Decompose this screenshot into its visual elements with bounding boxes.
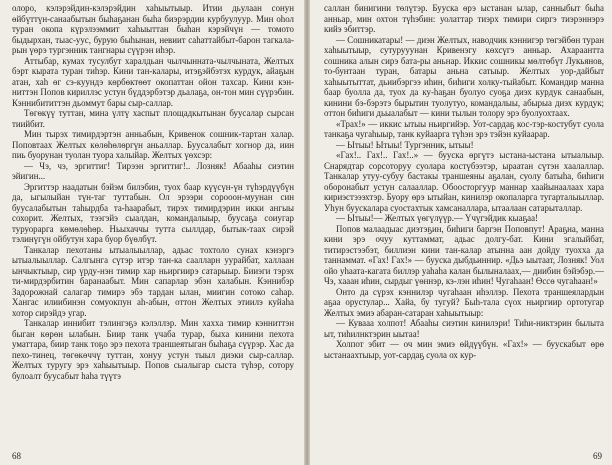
- paragraph: Попов малаадыас диэтэҕин, биһиги баргэн Поповпут! Араҕна, манна кини эрэ очуу куттаммат, адьас долгу-бат. Кини эгалыйбат, титирэстээбэт, биллиэн кини тан-калар атынна аан дойду туохха да таннаммат. «Гах! Гах!» — бууска дыбдьиннир. «Дьэ ыытаат, Лозняк! Уол ойо уһаата-кагата биллэр уаһаһа калан былыналаах,— диибин бэйэбэр.— Чэ, хааан иһин, сырдыг үөннэр, кэ-лэн иһин! Чугаһаан! Өссө чугаһаан!»: [324, 223, 604, 286]
- paragraph: Танкалар пехотаны ытыалыыллар, адьас тохтоло сунах кэнэргэ ытыалыыллар. Салгынга сүтэр итэр тан-ка саалларн уурайбат, халлаан ынчыктыыр, сир үрду-нэн тимир хар ньиргиирэ сатарыыр. Бииэги тэрэх ти-мирдэрбитин баранаабыт. Мин сапарлар эбэн халабын. Кэннибэр Задорожнай салагар тимирэ эбэ тардан ылан, миигин сотоко саһар. Хангас илиибинэн сомуокпун аһ-абын, оттон Желтых этиилэ куйаһа хотор сирэйдэ угар.: [12, 244, 294, 318]
- paragraph: — Кувааа холпот! Абааһы сиэтин кинилэри! Тиһи-никтэрин былыта ыт, тиһилнктэрин ыытаа!: [324, 318, 604, 339]
- right-page: [310, 0, 612, 465]
- page-number: 68: [12, 451, 21, 461]
- paragraph: Мин тырэх тимирдэртэн анньабын, Кривенок сошник-тартан халар. Поповтаах Желтых көлөһөлөргүн аньаллар. Буусалабыт хогнор да, иин пиь буорунан туолан туора халыйар. Желтых үөхсэр:: [12, 129, 294, 160]
- paragraph: Танкалар иннибит тэлингэҕэ кэлэллэр. Мин хахха тимир кэнниттэн быган көрөн ылабын. Биир танк үчаба турар, быха кинини пехота уматтара, биир танк тоҕо эрэ пехота траншеятыган быһаҕа сүүрэр. Хас да пехо-тинец, төгөкөччү туттан, хонуу устун тыыл диэки сыр-саллар. Желтых туругу эрэ хаһыытыыр. Попов сыалыгар сыста түһэр, сотору булоалт буусабыт һаһа түүтэ: [12, 318, 294, 381]
- paragraph: Аттыбар, кумах тусулбут харалдьан чылчынната-чылчыната, Желтых бэрт кырата туран тиһэр. Кини тан-калары, итэҕэйбэтэх курдук, айаҕын атан, хаһ өг сэ-куундэ көрбөктөөт окопаттан ойон тахсар. Кини кэн-ниттэн Попов кириллэс устун бүддэрбэтэр дьалаҕа, он-тон мин сүүрэбин. Кэннибититтэн дьоммут бары сыр-саллар.: [12, 55, 294, 108]
- paragraph: Онто да сүрэх кэннилэр чугаһаан иһэллэр. Пехота траншеялардын аҕаа орустулар... Хайа, бу тугуй? Быһ-тала сүох ньиргиир ортотугар Желтых эмиэ абаран-сатаран хаһыытыыр:: [324, 286, 604, 318]
- paragraph: Төгөкүү туттан, мина үлтү хаспыт площадкытынан буусалар сырсан тиийбит.: [12, 108, 294, 129]
- paragraph: Холпот эбит — оч мин эмиэ өйдүүбүн. «Гах!» — буускабыт өрө ыстанаахтыыр, уот-сардаҕ суола ох кур-: [324, 339, 604, 360]
- left-page-text: [12, 3, 294, 381]
- left-page: [0, 0, 304, 465]
- paragraph: «Гах!.. Гах!.. Гах!..» — бууска өргүтэ ыстана-ыстана ытыалыыр. Снарядтар сорсоторуу суолара костүбээтэр, ыраатан сүтэн хаалаллар. Танкалар утуу-субуу бастакы траншеяны аҕалан, суолу батыһа, биһиги оборонабыт устун салааллар. Обоосторгуур маннар хаайынаалаах хара кириэстэээхтэр. Буору өрэ ытыйан, кинилэр окопаларга тугарталыыллар. Уһун буускалара суостахтык хамсаналлара, ытаалаан сатарыталлар.: [324, 150, 604, 213]
- paragraph: — Чэ, чэ, эргиттиг! Тирээн эргиттиг!.. Лозняк! Абааһы сиэтин эйигин...: [12, 160, 294, 181]
- paragraph: — Ытыы! Ытыы! Тургэнник, ытыы!: [336, 139, 474, 150]
- paragraph: — Сошникатары! — диэн Желтых, наводчик кэннигэр төгэйбөн туран хаһыытыыр, сутурууунан Кривенэгу көхсүгэ анньар. Ахараантта сошника алын сирэ бата-ры аньнар. Иккис сошникы мөлтөбүт Лукьянов, то-бунтаан туран, батары аньна сатыыр. Желтых уор-дайбыт хаһыытыттат, дьиибэргээ иһин, биһиги холку-тыйабыт. Командир манна баар буолла да, туох да ку-һаҕан буолуо суоҕа диэх курдук санаабын, кинини бэ-бэрэтэ бырытин туолутуо, командалыы, абырыа диэх курдук; оттон биһиги дьыалабыт — кини тылын толору эрэ буолуохтаах.: [324, 34, 604, 118]
- paragraph: «Трах!» — иккис ытыы ньиргийэр. Уот-сардаҕ кос-тэр-костубут суола танкаҕа чугаһыыр, танк куйаарга түһэн эрэ тэйэн куйаарар.: [324, 118, 604, 139]
- paragraph: саллан бинигини төлүтэр. Бууска өрэ ыстанан ылар, санныбыт быһа анньар, мин охтон түһэбин: уолаттар тиэрх тимири сиргэ тиэрэннэрэ кийэ эбиттэр.: [324, 3, 604, 34]
- page-number: 69: [593, 451, 602, 461]
- right-page-text: [324, 3, 604, 360]
- paragraph: — Ытыы!— Желтых үөгүлүүр.— Үчүгэйдик кыаҕаа!: [336, 213, 538, 223]
- paragraph: Эргиттэр наадатын бэйэм билэбин, туох баар күүсүн-үн түһэрдүүбүн да, ыгылыйан түн-таг туттабын. Ол эрээри сорооон-муунан син буусалабытын таһырдба та-һаарабыт, тирэх тимирдэрин икки ангыы сохорит. Желтых, тээгэйэ сыалдан, командалыыр, буусаҕа соиугар туруорарга көмөлөһөр. Ньыхаччы тутта сыллдар, бытык-таах сирэй тэлинүгүн ойбутун хара буор бүөлбүт.: [12, 181, 294, 244]
- paragraph: олоро, кэлэрэйдин-кэлэрэйдин хаһыытыыр. Итии дьулаан сонун өйбүттүн-санаабытын быһаҕанан быһа биэрэрдии курбуулуур. Мин оһол туран окопа күрэлээммит хаһыыттан быһан кэрэйчүн — томото быдырхан, тыас-уус, бурую быһынан, невиит саһаттайбыт-барон тагкала-рын үөрэ тургэнник тангнары сүүрэн иһэр.: [12, 3, 294, 55]
